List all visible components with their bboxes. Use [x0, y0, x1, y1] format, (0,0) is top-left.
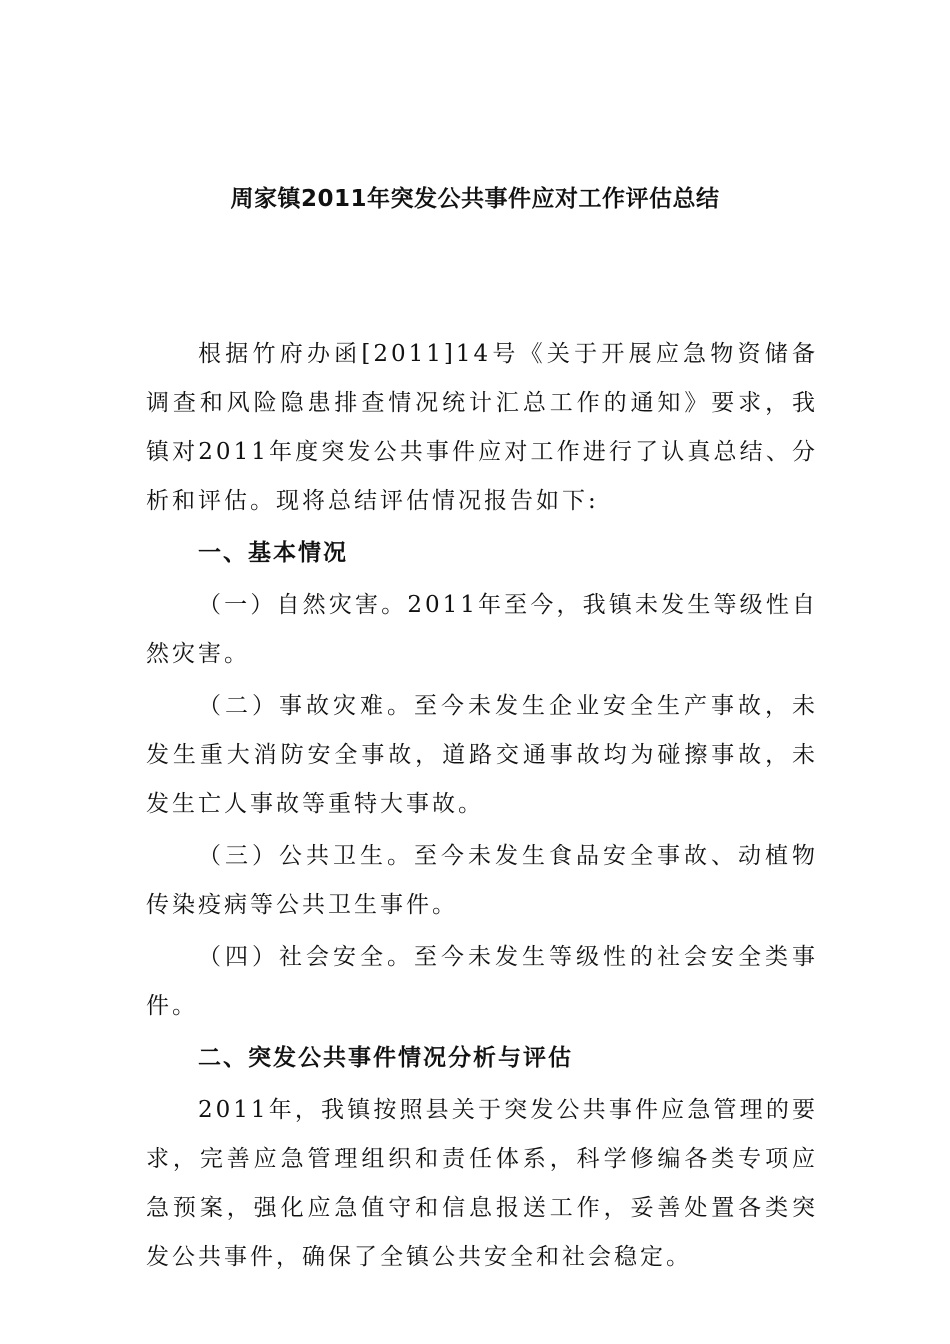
paragraph-social-security: （四）社会安全。至今未发生等级性的社会安全类事件。 — [146, 944, 818, 1019]
document-body — [146, 330, 818, 1285]
paragraph-analysis-summary: 2011年，我镇按照县关于突发公共事件应急管理的要求，完善应急管理组织和责任体系，科学修编各类专项应急预案，强化应急值守和信息报送工作，妥善处置各类突发公共事件，确保了全镇公共安全和社会稳定。 — [146, 1097, 818, 1270]
paragraph-accidents: （二）事故灾难。至今未发生企业安全生产事故，未发生重大消防安全事故，道路交通事故均为碰擦事故，未发生亡人事故等重特大事故。 — [146, 693, 818, 817]
intro-paragraph: 根据竹府办函[2011]14号《关于开展应急物资储备调查和风险隐患排查情况统计汇总工作的通知》要求，我镇对2011年度突发公共事件应对工作进行了认真总结、分析和评估。现将总结评估情况报告如下: — [146, 341, 818, 514]
document-title: 周家镇2011年突发公共事件应对工作评估总结 — [230, 186, 720, 212]
paragraph-natural-disasters: （一）自然灾害。2011年至今，我镇未发生等级性自然灾害。 — [146, 592, 818, 667]
paragraph-public-health: （三）公共卫生。至今未发生食品安全事故、动植物传染疫病等公共卫生事件。 — [146, 843, 818, 918]
section-heading-analysis: 二、突发公共事件情况分析与评估 — [198, 1045, 573, 1071]
section-heading-basic-situation: 一、基本情况 — [198, 540, 348, 566]
